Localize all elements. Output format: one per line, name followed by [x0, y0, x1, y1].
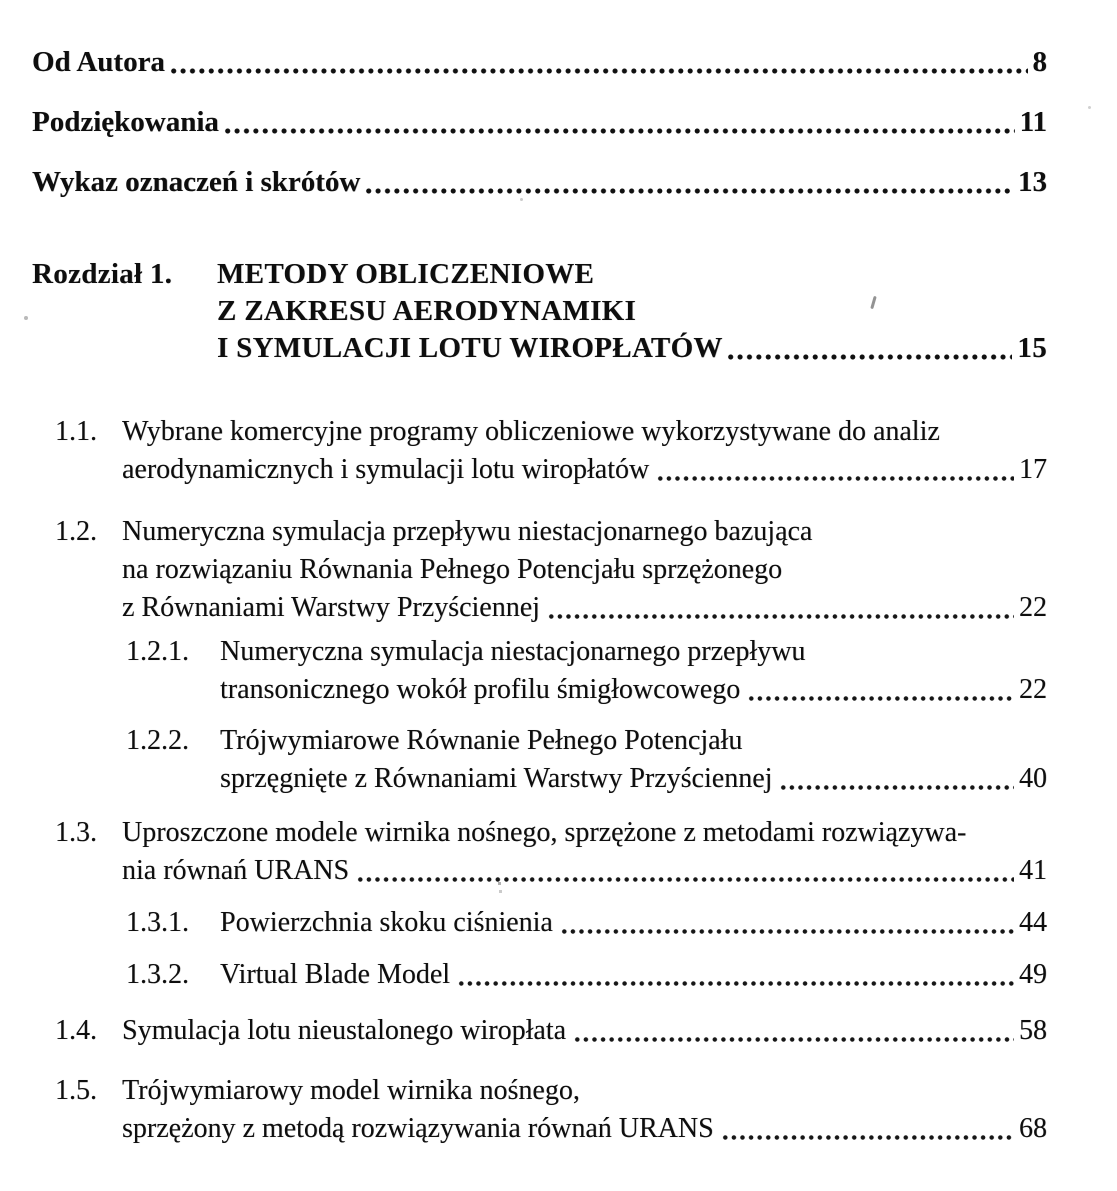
section-title — [122, 1012, 1047, 1050]
dot-leader — [726, 354, 1013, 360]
chapter-1-heading — [32, 256, 1047, 367]
dot-leader — [169, 68, 1028, 74]
dot-leader — [547, 614, 1014, 619]
chapter-label: Rozdział 1. — [32, 258, 173, 290]
section-number: 1.3. — [55, 817, 97, 848]
entry-title: Podziękowania — [32, 106, 219, 138]
section-title-text: transonicznego wokół profilu śmigłowcowego — [220, 674, 741, 705]
dot-leader — [457, 981, 1014, 986]
page-number: 49 — [1019, 959, 1047, 990]
section-title-last-line — [122, 1012, 1047, 1050]
section-title-text: Powierzchnia skoku ciśnienia — [220, 907, 553, 938]
section-number: 1.1. — [55, 416, 97, 447]
dot-leader — [573, 1037, 1014, 1042]
page-number: 11 — [1019, 106, 1047, 138]
toc-entry-1-3-2 — [32, 956, 1047, 994]
dot-leader — [779, 785, 1014, 790]
chapter-title-line-3 — [217, 330, 1047, 367]
section-title-text: aerodynamicznych i symulacji lotu wiropłatów — [122, 454, 650, 485]
section-title-line: Uproszczone modele wirnika nośnego, sprzężone z metodami rozwiązywa- — [122, 817, 967, 848]
page-number: 58 — [1019, 1015, 1047, 1046]
section-title — [220, 956, 1047, 994]
section-title — [220, 722, 1047, 798]
dot-leader — [747, 696, 1014, 701]
section-title-last-line — [122, 451, 1047, 489]
entry-title: Wykaz oznaczeń i skrótów — [32, 166, 361, 198]
section-title-line: Numeryczna symulacja niestacjonarnego przepływu — [220, 636, 806, 667]
section-number: 1.2. — [55, 516, 97, 547]
toc-entry-1-2-2 — [32, 722, 1047, 798]
entry-title: Od Autora — [32, 46, 165, 78]
section-title-last-line — [122, 589, 1047, 627]
section-title-text: nia równań URANS — [122, 855, 350, 886]
chapter-title-text: I SYMULACJI LOTU WIROPŁATÓW — [217, 332, 723, 364]
toc-entry-1-5 — [32, 1072, 1047, 1148]
section-title-line: Wybrane komercyjne programy obliczeniowe wykorzystywane do analiz — [122, 416, 940, 447]
section-number: 1.4. — [55, 1015, 97, 1046]
chapter-title-line-1: METODY OBLICZENIOWE — [217, 258, 595, 290]
page-number: 13 — [1018, 166, 1047, 198]
dot-leader — [656, 476, 1014, 481]
section-number: 1.2.1. — [126, 636, 189, 667]
section-title-text: z Równaniami Warstwy Przyściennej — [122, 592, 540, 623]
section-number: 1.5. — [55, 1075, 97, 1106]
page-number: 22 — [1019, 592, 1047, 623]
section-title-text: sprzęgnięte z Równaniami Warstwy Przyściennej — [220, 763, 773, 794]
dot-leader — [721, 1135, 1014, 1140]
section-title-last-line — [220, 671, 1047, 709]
page-number: 17 — [1019, 454, 1047, 485]
scan-artifact — [520, 198, 523, 201]
section-title — [220, 633, 1047, 709]
toc-entry-1-2-1 — [32, 633, 1047, 709]
dot-leader — [356, 877, 1014, 882]
page-number: 22 — [1019, 674, 1047, 705]
dot-leader — [223, 128, 1015, 134]
toc-entry-1-3-1 — [32, 904, 1047, 942]
chapter-title — [217, 256, 1047, 367]
toc-entry-wykaz-oznaczen — [32, 165, 1047, 200]
section-title-text: Virtual Blade Model — [220, 959, 451, 990]
scan-artifact — [1088, 106, 1091, 109]
section-number: 1.3.2. — [126, 959, 189, 990]
toc-entry-1-3 — [32, 814, 1047, 890]
chapter-title-line-2: Z ZAKRESU AERODYNAMIKI — [217, 295, 637, 327]
section-title-line: na rozwiązaniu Równania Pełnego Potencjału sprzężonego — [122, 554, 783, 585]
section-title — [122, 513, 1047, 627]
scan-artifact — [498, 882, 501, 885]
scan-artifact — [24, 316, 28, 320]
page-number: 40 — [1019, 763, 1047, 794]
page-number: 15 — [1017, 332, 1047, 364]
toc-entry-od-autora — [32, 45, 1047, 80]
page-number: 41 — [1019, 855, 1047, 886]
section-title — [122, 814, 1047, 890]
section-title-line: Trójwymiarowe Równanie Pełnego Potencjału — [220, 725, 743, 756]
page-number: 68 — [1019, 1113, 1047, 1144]
section-number: 1.3.1. — [126, 907, 189, 938]
dot-leader — [364, 188, 1013, 194]
toc-entry-1-4 — [32, 1012, 1047, 1050]
section-title — [220, 904, 1047, 942]
section-title-last-line — [220, 760, 1047, 798]
page-number: 44 — [1019, 907, 1047, 938]
section-title-text: Symulacja lotu nieustalonego wiropłata — [122, 1015, 567, 1046]
section-title-line: Numeryczna symulacja przepływu niestacjonarnego bazująca — [122, 516, 813, 547]
section-title-text: sprzężony z metodą rozwiązywania równań URANS — [122, 1113, 714, 1144]
toc-entry-podziekowania — [32, 105, 1047, 140]
toc-entry-1-2 — [32, 513, 1047, 627]
page-number: 8 — [1032, 46, 1047, 78]
section-title-last-line — [220, 956, 1047, 994]
section-title — [122, 413, 1047, 489]
section-title-line: Trójwymiarowy model wirnika nośnego, — [122, 1075, 580, 1106]
toc-entry-1-1 — [32, 413, 1047, 489]
section-title-last-line — [122, 852, 1047, 890]
section-title — [122, 1072, 1047, 1148]
section-number: 1.2.2. — [126, 725, 189, 756]
section-title-last-line — [122, 1110, 1047, 1148]
dot-leader — [560, 929, 1014, 934]
section-title-last-line — [220, 904, 1047, 942]
